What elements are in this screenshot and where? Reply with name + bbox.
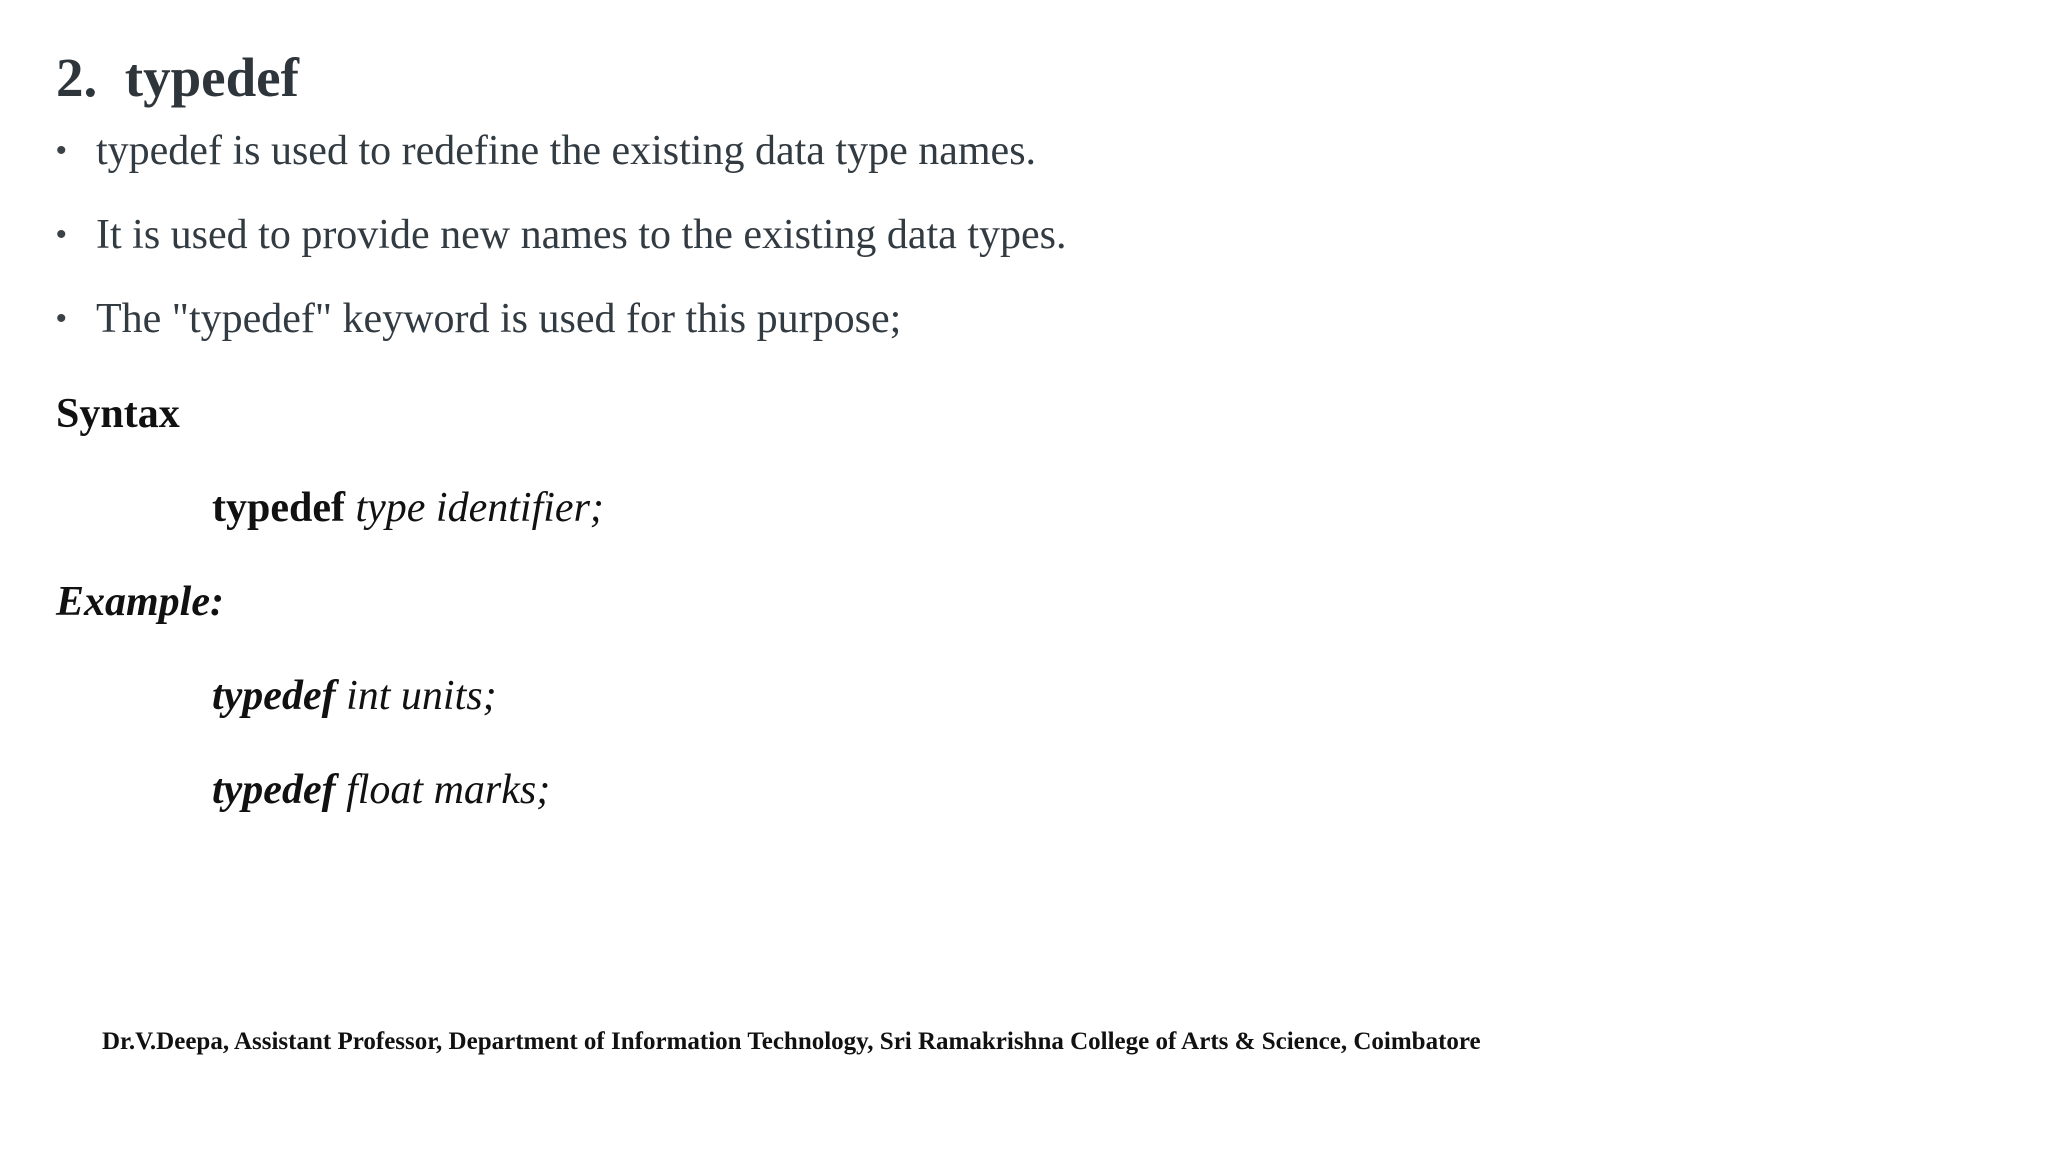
syntax-keyword: typedef xyxy=(212,485,345,531)
slide-title: 2. typedef xyxy=(56,47,299,108)
bullet-text: typedef is used to redefine the existing data type names. xyxy=(96,128,1037,174)
example-code-line xyxy=(212,670,497,722)
slide-footer: Dr.V.Deepa, Assistant Professor, Department of Information Technology, Sri Ramakrishna College of Arts & Science, Coimbatore xyxy=(102,1028,1481,1055)
bullet-item xyxy=(56,290,1066,374)
bullet-item xyxy=(56,206,1066,290)
syntax-code-line xyxy=(212,482,604,534)
bullet-dot-icon: • xyxy=(56,134,67,167)
example-keyword: typedef xyxy=(212,767,336,813)
bullet-text: It is used to provide new names to the existing data types. xyxy=(96,212,1067,258)
syntax-heading: Syntax xyxy=(56,391,180,437)
bullet-item xyxy=(56,122,1066,206)
example-rest: float marks; xyxy=(335,767,551,813)
example-heading: Example: xyxy=(56,579,224,625)
example-rest: int units; xyxy=(335,673,497,719)
bullet-dot-icon: • xyxy=(56,302,67,335)
bullet-list xyxy=(56,122,1066,374)
example-code-line xyxy=(212,764,550,816)
syntax-rest: type identifier; xyxy=(344,485,604,531)
bullet-text: The "typedef" keyword is used for this purpose; xyxy=(96,296,902,342)
example-keyword: typedef xyxy=(212,673,336,719)
bullet-dot-icon: • xyxy=(56,218,67,251)
